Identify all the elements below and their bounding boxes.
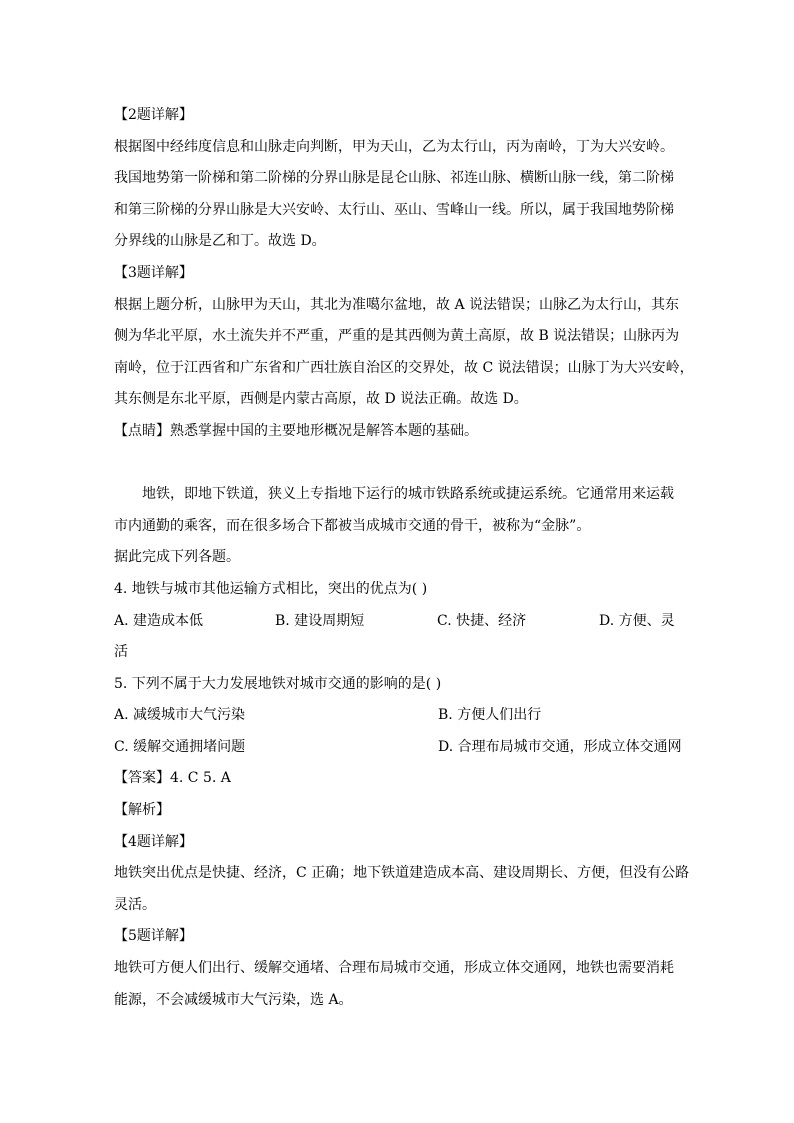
option-d-wrap: 活 <box>114 644 128 661</box>
q2-detail-line: 和第三阶梯的分界山脉是大兴安岭、太行山、巫山、雪峰山一线。所以，属于我国地势阶梯 <box>114 201 674 218</box>
q4-detail-heading: 【4题详解】 <box>114 833 193 850</box>
q4-detail-line: 灵活。 <box>114 896 156 913</box>
q3-detail-heading: 【3题详解】 <box>114 264 193 281</box>
option-a: A. 减缓城市大气污染 <box>114 707 246 724</box>
question-5-options-row <box>114 732 688 764</box>
q5-detail-heading: 【5题详解】 <box>114 928 193 945</box>
document-page <box>114 100 694 1016</box>
option-b: B. 方便人们出行 <box>438 707 542 724</box>
option-c: C. 快捷、经济 <box>437 612 527 629</box>
q5-detail-line: 地铁可方便人们出行、缓解交通堵、合理布局城市交通，形成立体交通网，地铁也需要消耗 <box>114 960 674 977</box>
key-point: 【点睛】熟悉掌握中国的主要地形概况是解答本题的基础。 <box>114 422 478 439</box>
question-4-options <box>114 606 688 638</box>
q2-detail-line: 根据图中经纬度信息和山脉走向判断，甲为天山，乙为太行山，丙为南岭，丁为大兴安岭。 <box>114 138 674 155</box>
passage-line: 地铁，即地下铁道，狭义上专指地下运行的城市铁路系统或捷运系统。它通常用来运载 <box>142 486 674 503</box>
blank-line <box>114 448 688 480</box>
passage-instruction: 据此完成下列各题。 <box>114 549 240 566</box>
option-a: A. 建造成本低 <box>114 612 204 629</box>
q3-detail-line: 侧为华北平原，水土流失并不严重，严重的是其西侧为黄土高原，故 B 说法错误；山脉丙为 <box>114 328 680 345</box>
option-d: D. 合理布局城市交通，形成立体交通网 <box>438 738 682 755</box>
option-b: B. 建设周期短 <box>275 612 365 629</box>
q2-detail-heading: 【2题详解】 <box>114 107 193 123</box>
answer: 【答案】4. C 5. A <box>114 770 231 787</box>
option-c: C. 缓解交通拥堵问题 <box>114 738 246 755</box>
q3-detail-line: 南岭，位于江西省和广东省和广西壮族自治区的交界处，故 C 说法错误；山脉丁为大兴安岭， <box>114 359 694 376</box>
question-5-options-row <box>114 700 688 732</box>
q4-detail-line: 地铁突出优点是快捷、经济，C 正确；地下铁道建造成本高、建设周期长、方便，但没有公路 <box>114 865 690 882</box>
q2-detail-line: 分界线的山脉是乙和丁。故选 D。 <box>114 233 326 250</box>
option-d: D. 方便、灵 <box>599 612 675 629</box>
q5-detail-line: 能源，不会减缓城市大气污染，选 A。 <box>114 991 353 1008</box>
q3-detail-line: 根据上题分析，山脉甲为天山，其北为准噶尔盆地，故 A 说法错误；山脉乙为太行山，其东 <box>114 296 680 313</box>
question-5-stem: 5. 下列不属于大力发展地铁对城市交通的影响的是( ) <box>114 675 442 692</box>
analysis-heading: 【解析】 <box>114 802 170 819</box>
question-4-stem: 4. 地铁与城市其他运输方式相比，突出的优点为( ) <box>114 580 428 597</box>
passage-line: 市内通勤的乘客，而在很多场合下都被当成城市交通的骨干，被称为“金脉”。 <box>114 517 591 534</box>
q3-detail-line: 其东侧是东北平原，西侧是内蒙古高原，故 D 说法正确。故选 D。 <box>114 391 528 408</box>
q2-detail-line: 我国地势第一阶梯和第二阶梯的分界山脉是昆仑山脉、祁连山脉、横断山脉一线，第二阶梯 <box>114 170 674 187</box>
